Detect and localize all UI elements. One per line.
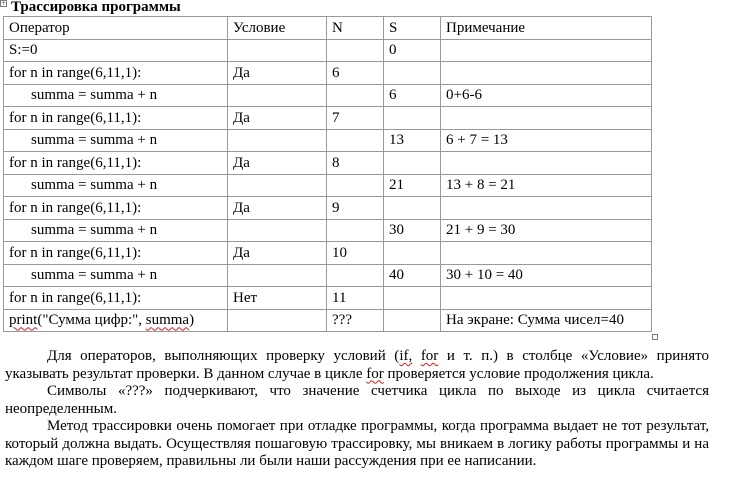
cell-operator: for n in range(6,11,1): — [4, 242, 228, 265]
cell-operator: summa = summa + n — [4, 219, 228, 242]
cell-s — [384, 62, 441, 85]
cell-condition: Да — [228, 107, 327, 130]
print-args: ("Сумма цифр:", — [37, 312, 146, 329]
cell-note — [441, 197, 652, 220]
cell-n — [327, 264, 384, 287]
cell-condition: Нет — [228, 287, 327, 310]
keyword-for: for — [420, 348, 439, 364]
cell-condition: Да — [228, 152, 327, 175]
cell-operator: summa = summa + n — [4, 129, 228, 152]
cell-condition — [228, 84, 327, 107]
cell-note — [441, 242, 652, 265]
cell-operator: for n in range(6,11,1): — [4, 152, 228, 175]
header-condition: Условие — [228, 17, 327, 40]
table-row — [4, 242, 652, 265]
paragraph: Метод трассировки очень помогает при отладке программы, когда программа выдает не тот результат, который должна выдать. Осуществляя пошаговую трассировку, мы вникаем в логику работы программы и на каждом шаге проверяем, правильны ли были наши рассуждения при ее написании. — [5, 418, 709, 469]
body-text — [5, 348, 709, 471]
header-s: S — [384, 17, 441, 40]
table-move-handle[interactable]: + — [1, 0, 7, 7]
cell-s — [384, 287, 441, 310]
cell-note — [441, 107, 652, 130]
keyword-if: if, — [399, 348, 413, 364]
cell-note — [441, 152, 652, 175]
table-header-row — [4, 17, 652, 40]
header-operator: Оператор — [4, 17, 228, 40]
cell-note — [441, 39, 652, 62]
table-row — [4, 39, 652, 62]
table-row — [4, 197, 652, 220]
cell-n: 7 — [327, 107, 384, 130]
cell-operator: for n in range(6,11,1): — [4, 197, 228, 220]
trace-table — [3, 16, 652, 332]
cell-operator: S:=0 — [4, 39, 228, 62]
cell-n: 6 — [327, 62, 384, 85]
cell-s — [384, 152, 441, 175]
cell-note — [441, 62, 652, 85]
table-row — [4, 174, 652, 197]
cell-s — [384, 242, 441, 265]
cell-s: 6 — [384, 84, 441, 107]
table-row — [4, 107, 652, 130]
cell-condition — [228, 219, 327, 242]
table-row — [4, 264, 652, 287]
table-resize-handle[interactable] — [652, 334, 658, 340]
cell-operator — [4, 309, 228, 332]
cell-condition — [228, 129, 327, 152]
cell-operator: summa = summa + n — [4, 264, 228, 287]
cell-s: 21 — [384, 174, 441, 197]
text-run: и т. п.) в столбце «Условие» принято указывать результат проверки. В данном случае в цикле — [5, 348, 710, 382]
cell-s: 40 — [384, 264, 441, 287]
cell-operator: for n in range(6,11,1): — [4, 107, 228, 130]
print-var: summa — [145, 312, 190, 329]
table-row — [4, 152, 652, 175]
cell-s — [384, 197, 441, 220]
cell-operator: summa = summa + n — [4, 84, 228, 107]
cell-note: 30 + 10 = 40 — [441, 264, 652, 287]
table-row — [4, 287, 652, 310]
table-row — [4, 62, 652, 85]
cell-n — [327, 174, 384, 197]
cell-s: 30 — [384, 219, 441, 242]
cell-condition — [228, 39, 327, 62]
cell-operator: for n in range(6,11,1): — [4, 62, 228, 85]
cell-condition — [228, 174, 327, 197]
cell-condition: Да — [228, 62, 327, 85]
table-row-print — [4, 309, 652, 332]
cell-n: 10 — [327, 242, 384, 265]
cell-note: 21 + 9 = 30 — [441, 219, 652, 242]
keyword-for: for — [366, 365, 384, 382]
cell-n — [327, 39, 384, 62]
cell-condition — [228, 264, 327, 287]
cell-s — [384, 107, 441, 130]
table-row — [4, 129, 652, 152]
cell-note — [441, 287, 652, 310]
cell-note: 6 + 7 = 13 — [441, 129, 652, 152]
cell-s: 13 — [384, 129, 441, 152]
print-close: ) — [189, 312, 195, 329]
cell-note: На экране: Сумма чисел=40 — [441, 309, 652, 332]
text-run: Для операторов, выполняющих проверку условий ( — [47, 348, 400, 364]
cell-n — [327, 84, 384, 107]
cell-s — [384, 309, 441, 332]
cell-s: 0 — [384, 39, 441, 62]
print-keyword: print — [9, 312, 38, 329]
cell-condition: Да — [228, 242, 327, 265]
cell-condition: Да — [228, 197, 327, 220]
header-note: Примечание — [441, 17, 652, 40]
cell-operator: for n in range(6,11,1): — [4, 287, 228, 310]
page-title: Трассировка программы — [11, 0, 181, 15]
cell-n — [327, 129, 384, 152]
text-run: проверяется условие продолжения цикла. — [383, 365, 654, 382]
cell-note: 13 + 8 = 21 — [441, 174, 652, 197]
text-run — [412, 348, 421, 364]
cell-n — [327, 219, 384, 242]
cell-n: 11 — [327, 287, 384, 310]
cell-n: 9 — [327, 197, 384, 220]
cell-note: 0+6-6 — [441, 84, 652, 107]
paragraph — [5, 348, 709, 383]
header-n: N — [327, 17, 384, 40]
cell-n: ??? — [327, 309, 384, 332]
cell-operator: summa = summa + n — [4, 174, 228, 197]
table-row — [4, 84, 652, 107]
cell-n: 8 — [327, 152, 384, 175]
table-row — [4, 219, 652, 242]
paragraph: Символы «???» подчеркивают, что значение счетчика цикла по выходе из цикла считается неопределенным. — [5, 383, 709, 417]
cell-condition — [228, 309, 327, 332]
